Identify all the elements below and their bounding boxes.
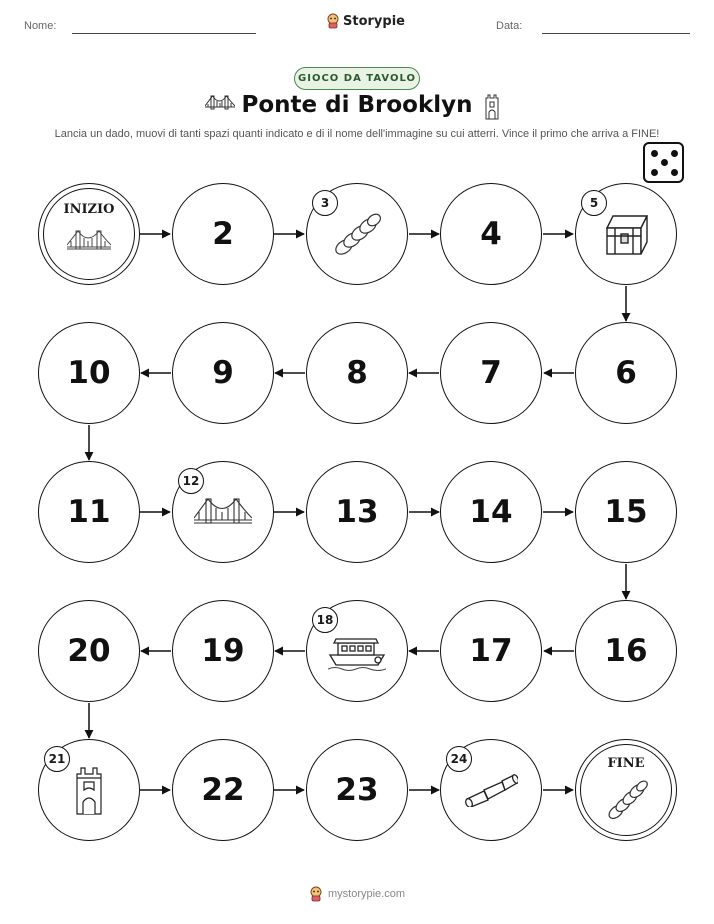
treasure-chest-icon xyxy=(601,210,651,258)
name-label: Nome: xyxy=(24,20,57,32)
board-space xyxy=(306,461,408,563)
board-space xyxy=(38,461,140,563)
tower-icon xyxy=(73,764,105,816)
space-number-tag: 21 xyxy=(44,746,70,772)
space-number-tag: 3 xyxy=(312,190,338,216)
board-space xyxy=(172,600,274,702)
brand-name: Storypie xyxy=(343,13,405,29)
storypie-mascot-icon xyxy=(309,886,323,902)
ferry-boat-icon xyxy=(328,631,386,671)
board-space xyxy=(172,183,274,285)
board-space xyxy=(306,739,408,841)
space-number-tag: 12 xyxy=(178,468,204,494)
bridge-icon xyxy=(67,228,111,254)
bridge-icon xyxy=(194,496,252,528)
board-space xyxy=(575,322,677,424)
board-space xyxy=(440,600,542,702)
board-space xyxy=(575,183,677,285)
space-number: 23 xyxy=(335,772,379,808)
space-number: 17 xyxy=(469,633,513,669)
space-number: 8 xyxy=(346,355,368,391)
space-number: 11 xyxy=(67,494,111,530)
footer xyxy=(0,886,714,902)
board-space xyxy=(440,322,542,424)
game-type-badge: GIOCO DA TAVOLO xyxy=(294,67,420,90)
space-number: 13 xyxy=(335,494,379,530)
space-number: 16 xyxy=(604,633,648,669)
space-number: 22 xyxy=(201,772,245,808)
space-number: 9 xyxy=(212,355,234,391)
finish-label: FINE xyxy=(607,756,645,771)
finish-space xyxy=(575,739,677,841)
space-number: 2 xyxy=(212,216,234,252)
space-number: 19 xyxy=(201,633,245,669)
board-space xyxy=(306,322,408,424)
spyglass-icon xyxy=(464,773,518,807)
rope-icon xyxy=(330,209,384,259)
board-space xyxy=(306,600,408,702)
space-number-tag: 5 xyxy=(581,190,607,216)
board-space xyxy=(172,322,274,424)
space-number: 7 xyxy=(480,355,502,391)
start-space xyxy=(38,183,140,285)
space-number: 4 xyxy=(480,216,502,252)
space-number: 14 xyxy=(469,494,513,530)
board-space xyxy=(575,461,677,563)
space-number: 10 xyxy=(67,355,111,391)
space-number-tag: 18 xyxy=(312,607,338,633)
board-space xyxy=(440,461,542,563)
board-space xyxy=(440,739,542,841)
board-space xyxy=(172,739,274,841)
board-space xyxy=(440,183,542,285)
board-space xyxy=(575,600,677,702)
instructions: Lancia un dado, muovi di tanti spazi quanti indicato e di il nome dell'immagine su cui atterri. Vince il primo che arriva a FINE! xyxy=(54,128,660,140)
space-number: 15 xyxy=(604,494,648,530)
board-space xyxy=(172,461,274,563)
start-label: INIZIO xyxy=(63,202,115,217)
space-number: 6 xyxy=(615,355,637,391)
board-space xyxy=(38,322,140,424)
space-number: 20 xyxy=(67,633,111,669)
date-label: Data: xyxy=(496,20,523,32)
board-space xyxy=(306,183,408,285)
page-title: Ponte di Brooklyn xyxy=(241,92,473,118)
footer-link[interactable]: mystorypie.com xyxy=(327,888,406,900)
board-space xyxy=(38,600,140,702)
rope-icon xyxy=(604,778,650,822)
board-space xyxy=(38,739,140,841)
space-number-tag: 24 xyxy=(446,746,472,772)
